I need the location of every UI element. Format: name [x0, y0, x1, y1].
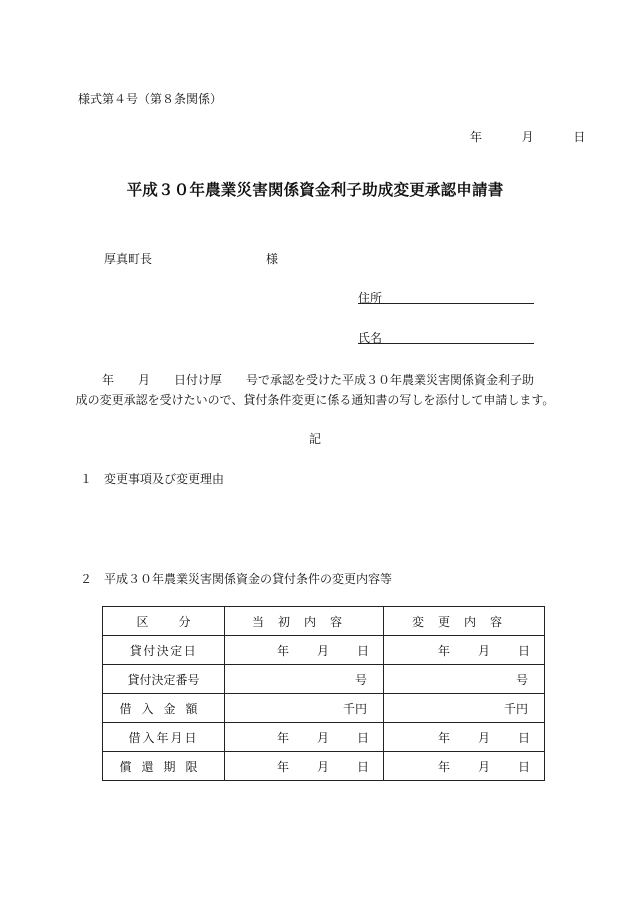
date-year: 年 [276, 759, 289, 774]
initial-value-cell[interactable] [225, 665, 384, 694]
name-field[interactable] [358, 343, 534, 344]
addressee-name: 厚真町長 [104, 252, 153, 266]
changed-value-cell[interactable] [384, 752, 545, 781]
initial-value-cell[interactable] [225, 694, 384, 723]
unit-label: 号 [354, 672, 367, 687]
initial-value-cell[interactable] [225, 752, 384, 781]
row-label: 貸付決定日 [103, 636, 225, 665]
body-text-line-1: 年 月 日付け厚 号で承認を受けた平成３０年農業災害関係資金利子助 [101, 373, 534, 387]
date-day: 日 [356, 759, 369, 774]
date-year: 年 [437, 643, 450, 658]
date-month: 月 [477, 730, 490, 745]
date-month: 月 [316, 730, 329, 745]
unit-label: 千円 [503, 701, 528, 716]
section-2-heading: ２ 平成３０年農業災害関係資金の貸付条件の変更内容等 [80, 572, 393, 586]
section-1-heading: １ 変更事項及び変更理由 [80, 472, 225, 486]
body-text-line-2: 成の変更承認を受けたいので、貸付条件変更に係る通知書の写しを添付して申請します。 [75, 393, 555, 407]
table-row [103, 636, 545, 665]
loan-conditions-table [102, 606, 545, 781]
date-month: 月 [477, 643, 490, 658]
date-day: 日 [517, 759, 530, 774]
date-month: 月 [477, 759, 490, 774]
table-row [103, 665, 545, 694]
date-day: 日 [573, 130, 586, 144]
row-label: 貸付決定番号 [103, 665, 225, 694]
name-label: 氏名 [358, 331, 383, 345]
unit-label: 号 [515, 672, 528, 687]
date-month: 月 [316, 643, 329, 658]
address-label: 住所 [358, 291, 383, 305]
date-year: 年 [276, 730, 289, 745]
header-changed: 変更内容 [384, 607, 545, 636]
row-label: 償還期限 [103, 752, 225, 781]
table-header-row [103, 607, 545, 636]
header-initial: 当初内容 [225, 607, 384, 636]
date-month: 月 [521, 130, 534, 144]
date-day: 日 [356, 643, 369, 658]
addressee-honorific: 様 [266, 252, 279, 266]
table-row [103, 694, 545, 723]
row-label: 借入金額 [103, 694, 225, 723]
initial-value-cell[interactable] [225, 636, 384, 665]
date-day: 日 [517, 643, 530, 658]
changed-value-cell[interactable] [384, 636, 545, 665]
initial-value-cell[interactable] [225, 723, 384, 752]
date-year: 年 [470, 130, 483, 144]
ki-heading: 記 [308, 432, 321, 446]
header-category: 区分 [103, 607, 225, 636]
date-year: 年 [276, 643, 289, 658]
date-day: 日 [517, 730, 530, 745]
table-row [103, 723, 545, 752]
date-day: 日 [356, 730, 369, 745]
changed-value-cell[interactable] [384, 694, 545, 723]
table-row [103, 752, 545, 781]
row-label: 借入年月日 [103, 723, 225, 752]
date-year: 年 [437, 759, 450, 774]
date-year: 年 [437, 730, 450, 745]
changed-value-cell[interactable] [384, 665, 545, 694]
unit-label: 千円 [342, 701, 367, 716]
form-number: 様式第４号（第８条関係） [78, 92, 223, 106]
changed-value-cell[interactable] [384, 723, 545, 752]
date-month: 月 [316, 759, 329, 774]
submission-date [470, 128, 585, 145]
document-title: 平成３０年農業災害関係資金利子助成変更承認申請書 [126, 180, 504, 199]
address-field[interactable] [358, 303, 534, 304]
